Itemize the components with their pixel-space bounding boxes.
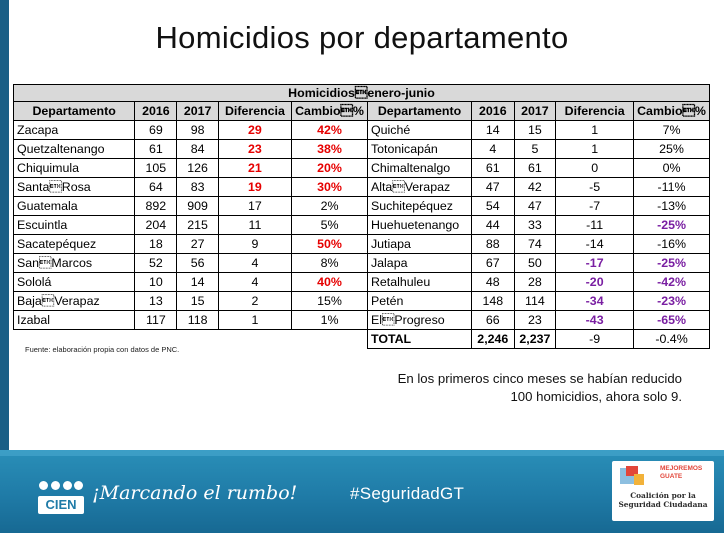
- logo-dot-icon: [39, 481, 48, 490]
- page-title: Homicidios por departamento: [155, 20, 569, 55]
- value-cell: -25%: [634, 254, 710, 273]
- value-cell: 10: [135, 273, 177, 292]
- column-header: Departamento: [367, 102, 471, 121]
- value-cell: -42%: [634, 273, 710, 292]
- total-value: 2,237: [514, 330, 556, 349]
- coalition-logo: [612, 461, 714, 521]
- value-cell: 5: [514, 140, 556, 159]
- value-cell: 52: [135, 254, 177, 273]
- value-cell: 909: [177, 197, 218, 216]
- value-cell: -17: [556, 254, 634, 273]
- value-cell: 48: [472, 273, 515, 292]
- logo-dot-icon: [74, 481, 83, 490]
- table-row: [14, 273, 710, 292]
- value-cell: 18: [135, 235, 177, 254]
- value-cell: 15: [177, 292, 218, 311]
- department-cell: ElProgreso: [367, 311, 471, 330]
- value-cell: -11%: [634, 178, 710, 197]
- department-cell: Jalapa: [367, 254, 471, 273]
- value-cell: 21: [218, 159, 291, 178]
- table-row: [14, 197, 710, 216]
- table-row: [14, 311, 710, 330]
- value-cell: 27: [177, 235, 218, 254]
- value-cell: 66: [472, 311, 515, 330]
- table-row: [14, 178, 710, 197]
- column-header: 2017: [514, 102, 556, 121]
- value-cell: 54: [472, 197, 515, 216]
- column-header: Diferencia: [218, 102, 291, 121]
- value-cell: 1: [556, 140, 634, 159]
- value-cell: 5%: [292, 216, 368, 235]
- coalition-brand: MEJOREMOS GUATE: [660, 465, 703, 480]
- value-cell: -7: [556, 197, 634, 216]
- value-cell: -20: [556, 273, 634, 292]
- value-cell: 2%: [292, 197, 368, 216]
- department-cell: Sacatepéquez: [14, 235, 135, 254]
- hashtag: #SeguridadGT: [350, 484, 465, 503]
- value-cell: 15: [514, 121, 556, 140]
- value-cell: 23: [514, 311, 556, 330]
- logo-text: CIEN: [38, 496, 84, 514]
- total-value: -0.4%: [634, 330, 710, 349]
- value-cell: 38%: [292, 140, 368, 159]
- value-cell: 50: [514, 254, 556, 273]
- value-cell: 42%: [292, 121, 368, 140]
- value-cell: -43: [556, 311, 634, 330]
- value-cell: 69: [135, 121, 177, 140]
- value-cell: 84: [177, 140, 218, 159]
- value-cell: 204: [135, 216, 177, 235]
- value-cell: 17: [218, 197, 291, 216]
- value-cell: 23: [218, 140, 291, 159]
- value-cell: 40%: [292, 273, 368, 292]
- total-label: TOTAL: [367, 330, 471, 349]
- value-cell: 56: [177, 254, 218, 273]
- coalition-line-2: Seguridad Ciudadana: [618, 500, 708, 509]
- value-cell: 7%: [634, 121, 710, 140]
- value-cell: 30%: [292, 178, 368, 197]
- value-cell: 42: [514, 178, 556, 197]
- department-cell: AltaVerapaz: [367, 178, 471, 197]
- column-header: 2016: [472, 102, 515, 121]
- table-row: [14, 216, 710, 235]
- table-header-row: [14, 102, 710, 121]
- column-header: Cambio%: [292, 102, 368, 121]
- value-cell: -14: [556, 235, 634, 254]
- department-cell: Retalhuleu: [367, 273, 471, 292]
- value-cell: 64: [135, 178, 177, 197]
- value-cell: 13: [135, 292, 177, 311]
- value-cell: 4: [218, 273, 291, 292]
- table-group-header: Homicidiosenero-junio: [14, 85, 710, 102]
- department-cell: BajaVerapaz: [14, 292, 135, 311]
- column-header: 2016: [135, 102, 177, 121]
- value-cell: 44: [472, 216, 515, 235]
- column-header: 2017: [177, 102, 218, 121]
- value-cell: 8%: [292, 254, 368, 273]
- department-cell: Chimaltenalgo: [367, 159, 471, 178]
- value-cell: 98: [177, 121, 218, 140]
- department-cell: Escuintla: [14, 216, 135, 235]
- department-cell: SanMarcos: [14, 254, 135, 273]
- total-value: 2,246: [472, 330, 515, 349]
- value-cell: -23%: [634, 292, 710, 311]
- value-cell: -34: [556, 292, 634, 311]
- logo-dot-icon: [51, 481, 60, 490]
- value-cell: 29: [218, 121, 291, 140]
- value-cell: 892: [135, 197, 177, 216]
- value-cell: 1: [556, 121, 634, 140]
- value-cell: 105: [135, 159, 177, 178]
- department-cell: Quetzaltenango: [14, 140, 135, 159]
- homicide-table: [13, 84, 710, 349]
- value-cell: 25%: [634, 140, 710, 159]
- value-cell: -13%: [634, 197, 710, 216]
- value-cell: -65%: [634, 311, 710, 330]
- table-row: [14, 292, 710, 311]
- summary-note-line-2: 100 homicidios, ahora solo 9.: [510, 389, 682, 404]
- summary-note: [366, 370, 682, 406]
- value-cell: 4: [472, 140, 515, 159]
- department-cell: Chiquimula: [14, 159, 135, 178]
- summary-note-line-1: En los primeros cinco meses se habían reducido: [397, 371, 682, 386]
- left-accent-bar: [0, 0, 9, 450]
- value-cell: 61: [514, 159, 556, 178]
- department-cell: SantaRosa: [14, 178, 135, 197]
- value-cell: 2: [218, 292, 291, 311]
- value-cell: 19: [218, 178, 291, 197]
- value-cell: 126: [177, 159, 218, 178]
- value-cell: -16%: [634, 235, 710, 254]
- value-cell: 20%: [292, 159, 368, 178]
- value-cell: 33: [514, 216, 556, 235]
- value-cell: 1%: [292, 311, 368, 330]
- total-value: -9: [556, 330, 634, 349]
- value-cell: 83: [177, 178, 218, 197]
- value-cell: -11: [556, 216, 634, 235]
- value-cell: 4: [218, 254, 291, 273]
- value-cell: 88: [472, 235, 515, 254]
- department-cell: Izabal: [14, 311, 135, 330]
- source-note: Fuente: elaboración propia con datos de PNC.: [25, 345, 180, 354]
- value-cell: 1: [218, 311, 291, 330]
- value-cell: 47: [514, 197, 556, 216]
- column-header: Departamento: [14, 102, 135, 121]
- department-cell: Huehuetenango: [367, 216, 471, 235]
- value-cell: 118: [177, 311, 218, 330]
- value-cell: 9: [218, 235, 291, 254]
- department-cell: Petén: [367, 292, 471, 311]
- slogan: ¡Marcando el rumbo!: [92, 482, 298, 504]
- value-cell: 67: [472, 254, 515, 273]
- department-cell: Jutiapa: [367, 235, 471, 254]
- value-cell: 50%: [292, 235, 368, 254]
- value-cell: 117: [135, 311, 177, 330]
- value-cell: 47: [472, 178, 515, 197]
- department-cell: Totonicapán: [367, 140, 471, 159]
- column-header: Diferencia: [556, 102, 634, 121]
- department-cell: Sololá: [14, 273, 135, 292]
- table-row: [14, 235, 710, 254]
- coalition-line-1: Coalición por la: [630, 491, 696, 500]
- value-cell: 14: [177, 273, 218, 292]
- value-cell: 148: [472, 292, 515, 311]
- department-cell: Suchitepéquez: [367, 197, 471, 216]
- column-header: Cambio%: [634, 102, 710, 121]
- coalition-name: [616, 491, 710, 509]
- cien-logo: [38, 478, 84, 516]
- department-cell: Zacapa: [14, 121, 135, 140]
- footer-stripe: [0, 450, 724, 456]
- value-cell: 11: [218, 216, 291, 235]
- table-row: [14, 121, 710, 140]
- value-cell: 14: [472, 121, 515, 140]
- value-cell: 0%: [634, 159, 710, 178]
- value-cell: 28: [514, 273, 556, 292]
- department-cell: Guatemala: [14, 197, 135, 216]
- value-cell: -5: [556, 178, 634, 197]
- table-row: [14, 159, 710, 178]
- value-cell: 0: [556, 159, 634, 178]
- value-cell: 74: [514, 235, 556, 254]
- value-cell: 61: [135, 140, 177, 159]
- table-row: [14, 254, 710, 273]
- value-cell: 61: [472, 159, 515, 178]
- value-cell: 15%: [292, 292, 368, 311]
- department-cell: Quiché: [367, 121, 471, 140]
- value-cell: 114: [514, 292, 556, 311]
- table-row: [14, 140, 710, 159]
- logo-dot-icon: [63, 481, 72, 490]
- mejoremos-guate-icon: [618, 465, 662, 487]
- value-cell: 215: [177, 216, 218, 235]
- value-cell: -25%: [634, 216, 710, 235]
